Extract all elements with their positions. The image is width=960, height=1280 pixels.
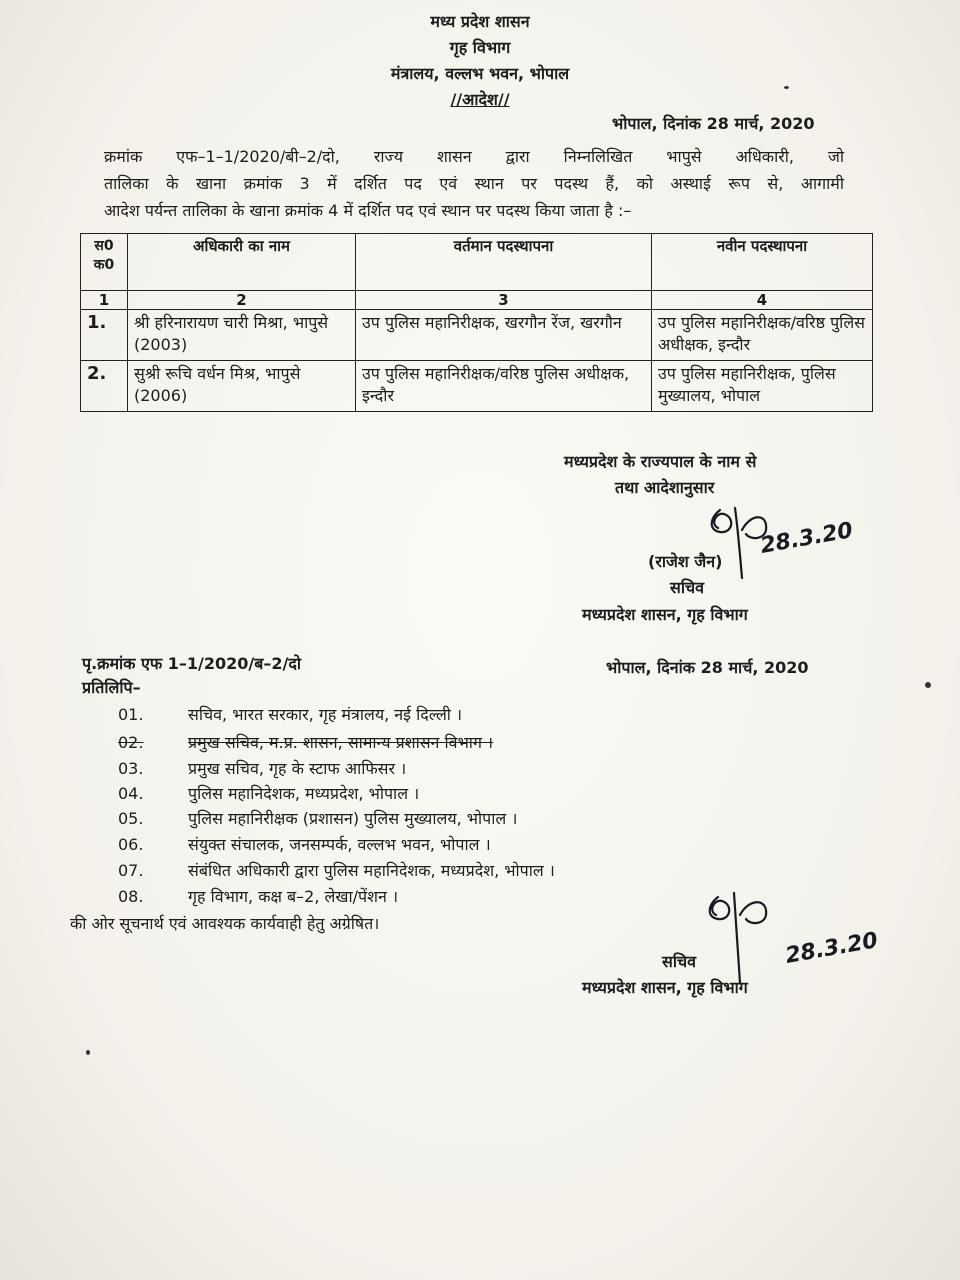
- copy-item-number: 08.: [118, 887, 144, 906]
- copy-item-text: संबंधित अधिकारी द्वारा पुलिस महानिदेशक, मध्यप्रदेश, भोपाल ।: [188, 861, 555, 880]
- copy-item-number: 06.: [118, 835, 144, 854]
- authority-line-1: मध्यप्रदेश के राज्यपाल के नाम से: [564, 452, 757, 471]
- row-new-post: उप पुलिस महानिरीक्षक, पुलिस मुख्यालय, भोपाल: [652, 361, 873, 412]
- col-header-serial: स0 क0: [81, 234, 128, 291]
- posting-table: [80, 233, 873, 412]
- copy-item-text: गृह विभाग, कक्ष ब–2, लेखा/पेंशन ।: [188, 887, 399, 906]
- copy-item-number: 04.: [118, 784, 144, 803]
- row-officer-name: श्री हरिनारायण चारी मिश्रा, भापुसे (2003): [128, 310, 356, 361]
- signature-2: [690, 885, 800, 985]
- signature-date-1: 28.3.20: [758, 518, 855, 559]
- order-body-line: क्रमांक एफ–1–1/2020/बी–2/दो, राज्य शासन द्वारा निम्नलिखित भापुसे अधिकारी, जो: [104, 147, 844, 166]
- copy-item-text: प्रमुख सचिव, म.प्र. शासन, सामान्य प्रशासन विभाग ।: [188, 733, 494, 752]
- col-header-name: अधिकारी का नाम: [128, 234, 356, 291]
- header-order-title: //आदेश//: [450, 90, 510, 109]
- column-number: 1: [81, 291, 128, 310]
- copy-item-text: पुलिस महानिदेशक, मध्यप्रदेश, भोपाल ।: [188, 784, 420, 803]
- row-officer-name: सुश्री रूचि वर्धन मिश्र, भापुसे (2006): [128, 361, 356, 412]
- authority-name: (राजेश जैन): [648, 552, 723, 571]
- list-item: [118, 833, 491, 855]
- list-item: [118, 731, 493, 753]
- ink-speck: [784, 86, 789, 89]
- column-number: 3: [356, 291, 652, 310]
- table-row: [81, 310, 873, 361]
- ink-speck: [925, 682, 931, 688]
- copy-item-text: प्रमुख सचिव, गृह के स्टाफ आफिसर ।: [188, 759, 407, 778]
- column-number: 2: [128, 291, 356, 310]
- col-header-current-post: वर्तमान पदस्थापना: [356, 234, 652, 291]
- order-place-date: भोपाल, दिनांक 28 मार्च, 2020: [612, 114, 815, 133]
- copy-item-number: 05.: [118, 809, 144, 828]
- copy-closing-line: की ओर सूचनार्थ एवं आवश्यक कार्यवाही हेतु अग्रेषित।: [70, 914, 380, 933]
- ink-speck: [86, 1050, 90, 1055]
- copy-item-number: 03.: [118, 759, 144, 778]
- authority-department: मध्यप्रदेश शासन, गृह विभाग: [582, 605, 748, 624]
- order-body-line: आदेश पर्यन्त तालिका के खाना क्रमांक 4 में दर्शित पद एवं स्थान पर पदस्थ किया जाता है :–: [104, 201, 632, 220]
- column-number-row: [81, 291, 873, 310]
- header-address: मंत्रालय, वल्लभ भवन, भोपाल: [390, 64, 570, 83]
- list-item: [118, 757, 406, 779]
- row-new-post: उप पुलिस महानिरीक्षक/वरिष्ठ पुलिस अधीक्षक, इन्दौर: [652, 310, 873, 361]
- copy-item-text: सचिव, भारत सरकार, गृह मंत्रालय, नई दिल्ली ।: [188, 705, 463, 724]
- copy-place-date: भोपाल, दिनांक 28 मार्च, 2020: [606, 658, 809, 677]
- copy-item-number: 07.: [118, 861, 144, 880]
- list-item: [118, 782, 419, 804]
- copy-item-text: संयुक्त संचालक, जनसम्पर्क, वल्लभ भवन, भोपाल ।: [188, 835, 491, 854]
- copy-designation: सचिव: [662, 952, 697, 971]
- list-item: [118, 885, 398, 907]
- copy-department: मध्यप्रदेश शासन, गृह विभाग: [582, 978, 748, 997]
- col-header-new-post: नवीन पदस्थापना: [652, 234, 873, 291]
- list-item: [118, 703, 462, 725]
- table-header-row: [81, 234, 873, 291]
- row-current-post: उप पुलिस महानिरीक्षक, खरगौन रेंज, खरगौन: [356, 310, 652, 361]
- copy-reference-number: पृ.क्रमांक एफ 1–1/2020/ब–2/दो: [82, 654, 302, 673]
- copy-label: प्रतिलिपि–: [82, 678, 141, 697]
- authority-line-2: तथा आदेशानुसार: [615, 478, 715, 497]
- list-item: [118, 807, 517, 829]
- copy-item-number: 01.: [118, 705, 144, 724]
- copy-item-number: 02.: [118, 733, 144, 752]
- list-item: [118, 859, 555, 881]
- order-body: [104, 143, 844, 224]
- row-serial: 2.: [81, 361, 128, 412]
- row-current-post: उप पुलिस महानिरीक्षक/वरिष्ठ पुलिस अधीक्षक, इन्दौर: [356, 361, 652, 412]
- header-govt: मध्य प्रदेश शासन: [430, 12, 530, 31]
- copy-item-text: पुलिस महानिरीक्षक (प्रशासन) पुलिस मुख्यालय, भोपाल ।: [188, 809, 518, 828]
- signature-date-2: 28.3.20: [783, 928, 880, 969]
- authority-designation: सचिव: [670, 578, 705, 597]
- column-number: 4: [652, 291, 873, 310]
- table-row: [81, 361, 873, 412]
- row-serial: 1.: [81, 310, 128, 361]
- header-department: गृह विभाग: [449, 38, 511, 57]
- order-body-line: तालिका के खाना क्रमांक 3 में दर्शित पद एवं स्थान पर पदस्थ हैं, को अस्थाई रूप से, आगामी: [104, 174, 844, 193]
